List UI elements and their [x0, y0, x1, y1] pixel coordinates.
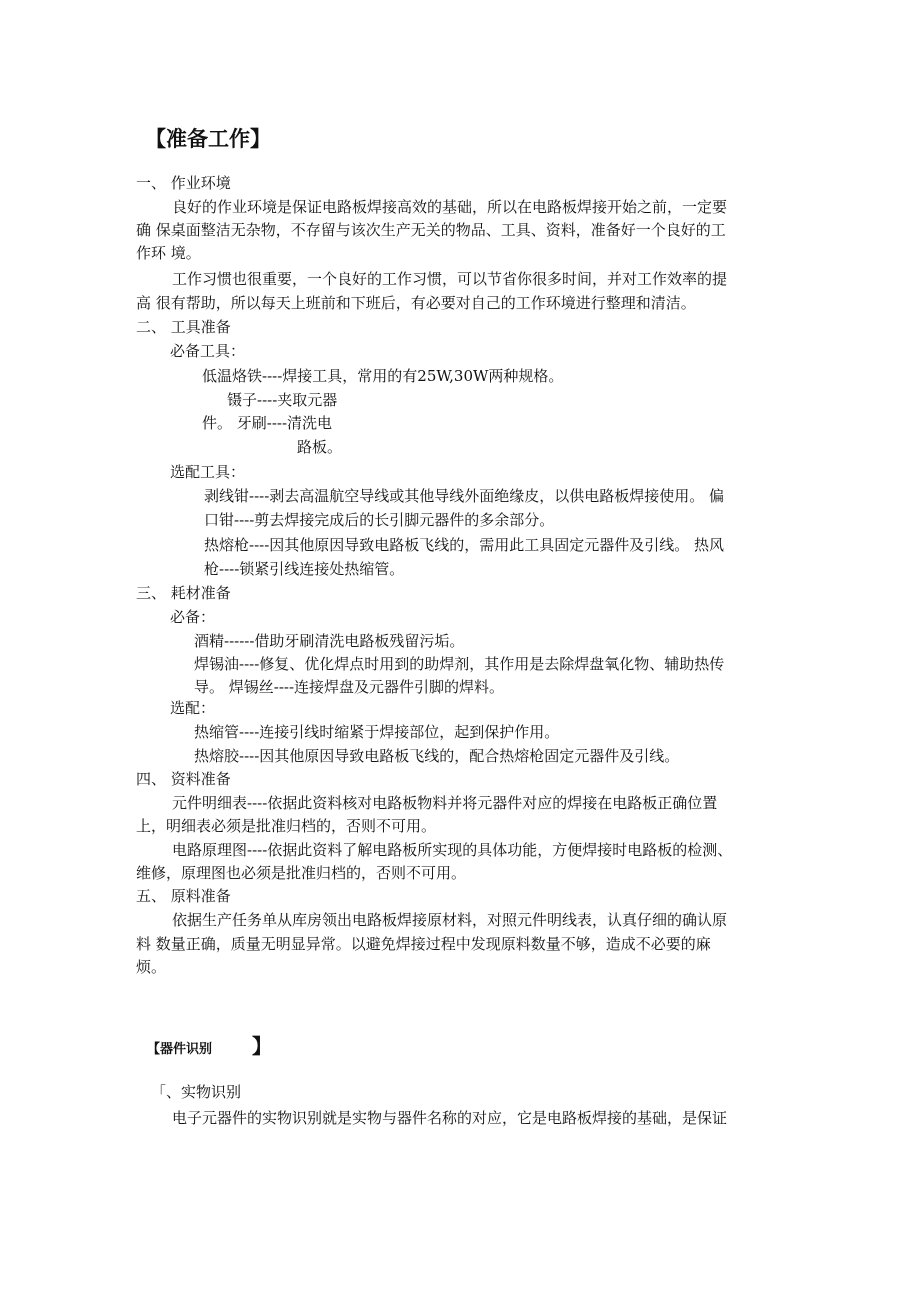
paragraph-line: 电路原理图----依据此资料了解电路板所实现的具体功能，方便焊接时电路板的检测、: [172, 841, 733, 859]
section-title-physical-identification: 「、实物识别: [151, 1083, 242, 1101]
consumable-item: 导。 焊锡丝----连接焊盘及元器件引脚的焊料。: [194, 678, 505, 696]
tool-item: 热熔枪----因其他原因导致电路板飞线的，需用此工具固定元器件及引线。 热风: [204, 536, 725, 554]
section-title-environment: 一、 作业环境: [136, 174, 231, 192]
paragraph-line: 电子元器件的实物识别就是实物与器件名称的对应，它是电路板焊接的基础，是保证: [172, 1109, 728, 1127]
consumable-item: 热熔胶----因其他原因导致电路板飞线的，配合热熔枪固定元器件及引线。: [194, 747, 680, 765]
heading-closing-bracket: 】: [252, 1034, 272, 1058]
paragraph-line: 依据生产任务单从库房领出电路板焊接原材料，对照元件明线表，认真仔细的确认原: [172, 911, 728, 929]
paragraph-line: 烦。: [136, 958, 167, 976]
required-consumables-label: 必备：: [170, 608, 216, 626]
tool-item: 剥线钳----剥去高温航空导线或其他导线外面绝缘皮，以供电路板焊接使用。 偏: [204, 487, 725, 505]
consumable-item: 酒精------借助牙刷清洗电路板残留污垢。: [194, 632, 465, 650]
tool-item: 口钳----剪去焊接完成后的长引脚元器件的多余部分。: [204, 511, 555, 529]
consumable-item: 热缩管----连接引线时缩紧于焊接部位，起到保护作用。: [194, 723, 560, 741]
tool-item: 枪----锁紧引线连接处热缩管。: [204, 560, 405, 578]
paragraph-line: 元件明细表----依据此资料核对电路板物料并将元器件对应的焊接在电路板正确位置: [172, 794, 718, 812]
page-heading-preparation: 【准备工作】: [145, 127, 271, 151]
paragraph-line: 料 数量正确，质量无明显异常。以避免焊接过程中发现原料数量不够，造成不必要的麻: [136, 935, 711, 953]
tool-item: 低温烙铁----焊接工具，常用的有25W,30W两种规格。: [202, 367, 564, 385]
paragraph-line: 高 很有帮助，所以每天上班前和下班后，有必要对自己的工作环境进行整理和清洁。: [136, 294, 696, 312]
consumable-item: 焊锡油----修复、优化焊点时用到的助焊剂，其作用是去除焊盘氧化物、辅助热传: [194, 655, 725, 673]
paragraph-line: 确 保桌面整洁无杂物，不存留与该次生产无关的物品、工具、资料，准备好一个良好的工: [136, 221, 726, 239]
paragraph-line: 作环 境。: [136, 244, 201, 262]
tool-item: 件。 牙刷----清洗电: [202, 414, 333, 432]
paragraph-line: 上，明细表必须是批准归档的，否则不可用。: [136, 817, 437, 835]
section-title-tools: 二、 工具准备: [136, 318, 231, 336]
section-title-consumables: 三、 耗材准备: [136, 584, 231, 602]
section-title-materials: 五、 原料准备: [136, 887, 231, 905]
page-heading-component-identification: 【器件识别: [147, 1042, 213, 1057]
optional-consumables-label: 选配：: [170, 699, 216, 717]
optional-tools-label: 选配工具：: [170, 463, 246, 481]
paragraph-line: 良好的作业环境是保证电路板焊接高效的基础，所以在电路板焊接开始之前，一定要: [172, 198, 728, 216]
tool-item: 镊子----夹取元器: [227, 391, 338, 409]
section-title-documents: 四、 资料准备: [136, 770, 231, 788]
tool-item: 路板。: [297, 438, 343, 456]
paragraph-line: 维修，原理图也必须是批准归档的，否则不可用。: [136, 864, 467, 882]
required-tools-label: 必备工具：: [170, 342, 246, 360]
paragraph-line: 工作习惯也很重要，一个良好的工作习惯，可以节省你很多时间，并对工作效率的提: [172, 270, 728, 288]
